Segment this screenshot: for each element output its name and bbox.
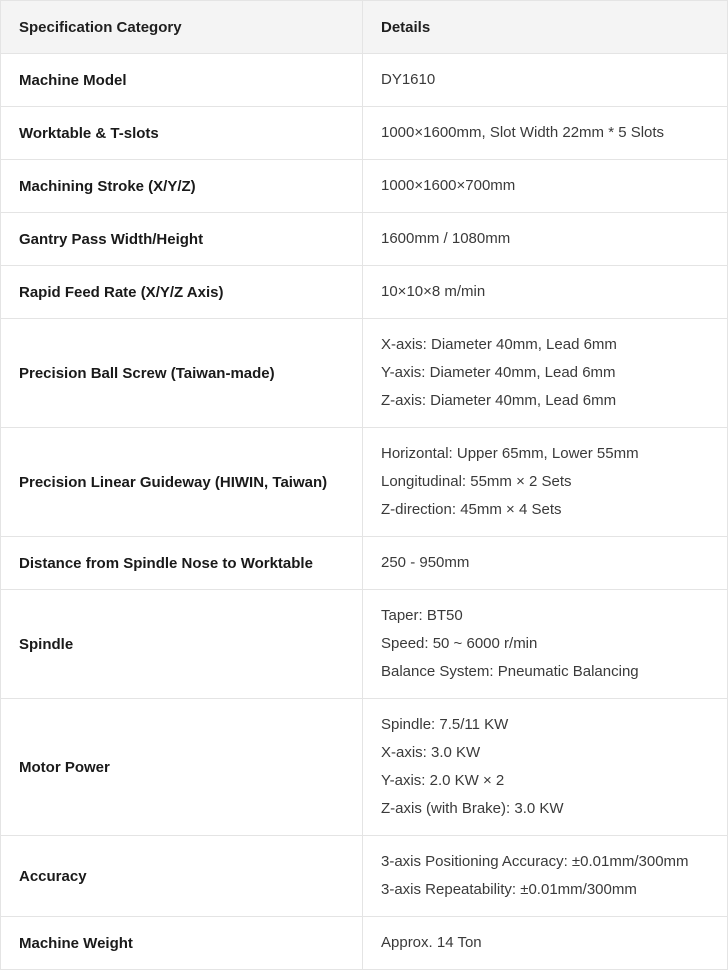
- spec-category: Accuracy: [1, 836, 363, 917]
- spec-details: [363, 54, 728, 107]
- table-row: [1, 590, 728, 699]
- spec-detail-line: Z-axis: Diameter 40mm, Lead 6mm: [381, 392, 617, 409]
- spec-detail-line: 3-axis Repeatability: ±0.01mm/300mm: [381, 881, 637, 898]
- spec-detail-line: X-axis: 3.0 KW: [381, 744, 481, 761]
- table-row: [1, 160, 728, 213]
- table-body: [1, 54, 728, 970]
- spec-details: [363, 917, 728, 970]
- table-row: [1, 836, 728, 917]
- spec-category: Distance from Spindle Nose to Worktable: [1, 537, 363, 590]
- spec-details: [363, 107, 728, 160]
- spec-detail-line: 10×10×8 m/min: [381, 283, 486, 300]
- spec-detail-line: Z-axis (with Brake): 3.0 KW: [381, 800, 564, 817]
- spec-detail-line: Taper: BT50: [381, 607, 463, 624]
- spec-category: Machine Model: [1, 54, 363, 107]
- table-row: [1, 428, 728, 537]
- spec-details: [363, 590, 728, 699]
- spec-detail-line: 250 - 950mm: [381, 554, 470, 571]
- table-header: [1, 1, 728, 54]
- spec-category: Motor Power: [1, 699, 363, 836]
- header-category: Specification Category: [1, 1, 363, 54]
- spec-details: [363, 266, 728, 319]
- spec-detail-line: Spindle: 7.5/11 KW: [381, 716, 509, 733]
- table-row: [1, 213, 728, 266]
- header-row: [1, 1, 728, 54]
- spec-details: [363, 319, 728, 428]
- spec-details: [363, 836, 728, 917]
- spec-detail-line: 3-axis Positioning Accuracy: ±0.01mm/300mm: [381, 853, 689, 870]
- table-row: [1, 537, 728, 590]
- table-row: [1, 107, 728, 160]
- header-details: Details: [363, 1, 728, 54]
- table-row: [1, 54, 728, 107]
- spec-detail-line: 1000×1600mm, Slot Width 22mm * 5 Slots: [381, 124, 665, 141]
- spec-detail-line: Balance System: Pneumatic Balancing: [381, 663, 639, 680]
- spec-detail-line: Y-axis: Diameter 40mm, Lead 6mm: [381, 364, 616, 381]
- spec-category: Worktable & T-slots: [1, 107, 363, 160]
- spec-detail-line: 1600mm / 1080mm: [381, 230, 511, 247]
- spec-detail-line: Speed: 50 ~ 6000 r/min: [381, 635, 538, 652]
- spec-details: [363, 699, 728, 836]
- spec-detail-line: Approx. 14 Ton: [381, 934, 482, 951]
- table-row: [1, 319, 728, 428]
- table-row: [1, 699, 728, 836]
- spec-detail-line: Y-axis: 2.0 KW × 2: [381, 772, 505, 789]
- spec-category: Machine Weight: [1, 917, 363, 970]
- spec-category: Machining Stroke (X/Y/Z): [1, 160, 363, 213]
- spec-detail-line: DY1610: [381, 71, 436, 88]
- spec-details: [363, 428, 728, 537]
- spec-details: [363, 213, 728, 266]
- spec-details: [363, 160, 728, 213]
- table-row: [1, 266, 728, 319]
- table-row: [1, 917, 728, 970]
- spec-category: Gantry Pass Width/Height: [1, 213, 363, 266]
- spec-detail-line: Horizontal: Upper 65mm, Lower 55mm: [381, 445, 639, 462]
- spec-detail-line: Z-direction: 45mm × 4 Sets: [381, 501, 562, 518]
- spec-detail-line: X-axis: Diameter 40mm, Lead 6mm: [381, 336, 617, 353]
- spec-category: Precision Ball Screw (Taiwan-made): [1, 319, 363, 428]
- spec-detail-line: 1000×1600×700mm: [381, 177, 516, 194]
- spec-details: [363, 537, 728, 590]
- spec-category: Precision Linear Guideway (HIWIN, Taiwan): [1, 428, 363, 537]
- spec-category: Rapid Feed Rate (X/Y/Z Axis): [1, 266, 363, 319]
- spec-detail-line: Longitudinal: 55mm × 2 Sets: [381, 473, 572, 490]
- spec-category: Spindle: [1, 590, 363, 699]
